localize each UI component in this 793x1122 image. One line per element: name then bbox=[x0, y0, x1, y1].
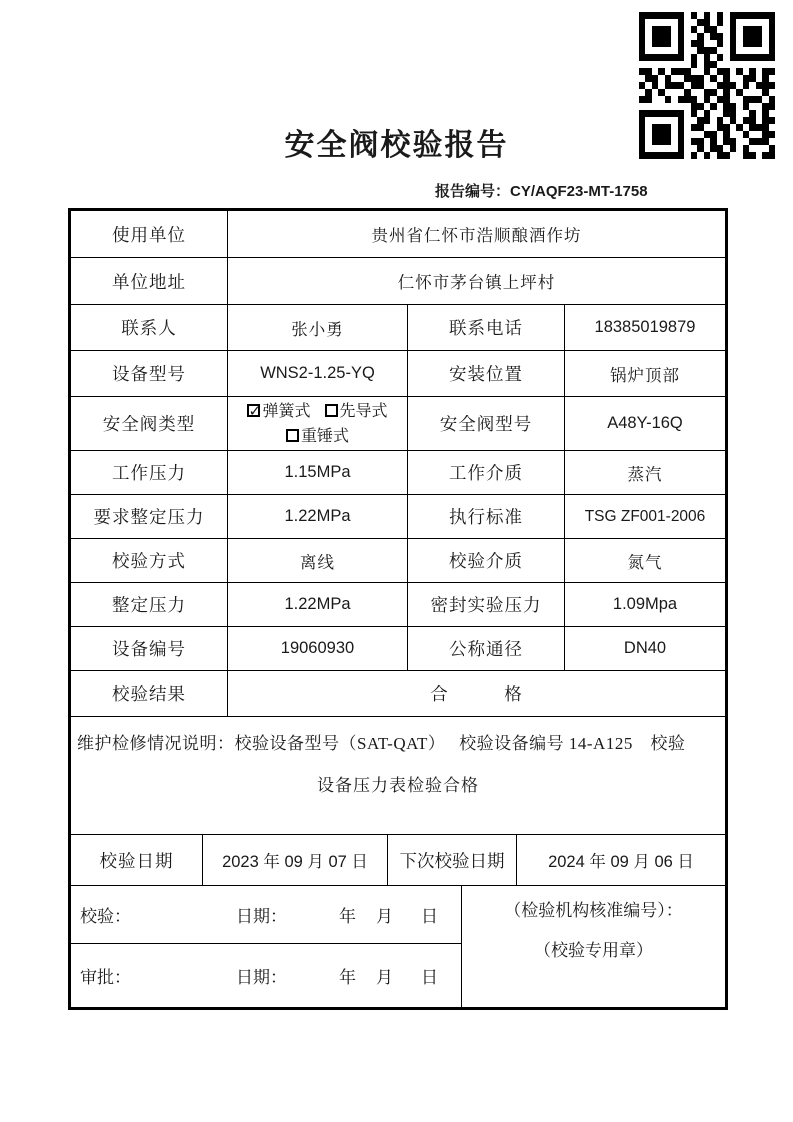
maintenance-note bbox=[71, 717, 726, 835]
field-value-valve-model: A48Y-16Q bbox=[565, 397, 726, 451]
field-label-work-medium: 工作介质 bbox=[408, 451, 565, 495]
report-table bbox=[68, 208, 728, 1010]
approver-sign-label: 审批： bbox=[80, 968, 131, 987]
field-label-seal-test-pressure: 密封实验压力 bbox=[408, 583, 565, 627]
report-number-label: 报告编号： bbox=[435, 184, 511, 200]
check-mark-icon: ✓ bbox=[248, 401, 262, 420]
field-label-calib-result: 校验结果 bbox=[71, 671, 228, 717]
field-value-work-pressure: 1.15MPa bbox=[228, 451, 408, 495]
checkbox-weight-type bbox=[286, 429, 299, 442]
field-label-device-no: 设备编号 bbox=[71, 627, 228, 671]
field-label-standard: 执行标准 bbox=[408, 495, 565, 539]
calibrator-sign-label: 校验： bbox=[80, 907, 131, 926]
calibrator-month-label: 月 bbox=[376, 907, 393, 926]
field-label-calib-date: 校验日期 bbox=[71, 835, 203, 886]
field-label-valve-type: 安全阀类型 bbox=[71, 397, 228, 451]
approver-date-label: 日期： bbox=[236, 968, 287, 987]
approver-day-label: 日 bbox=[421, 968, 438, 987]
field-label-set-pressure: 整定压力 bbox=[71, 583, 228, 627]
field-value-calib-result: 合 格 bbox=[228, 671, 726, 717]
field-label-phone: 联系电话 bbox=[408, 305, 565, 351]
field-value-seal-test-pressure: 1.09Mpa bbox=[565, 583, 726, 627]
field-value-device-no: 19060930 bbox=[228, 627, 408, 671]
calibrator-date-label: 日期： bbox=[236, 907, 287, 926]
field-label-work-pressure: 工作压力 bbox=[71, 451, 228, 495]
field-label-contact: 联系人 bbox=[71, 305, 228, 351]
org-stamp-box bbox=[462, 886, 726, 1008]
field-value-work-medium: 蒸汽 bbox=[565, 451, 726, 495]
field-value-phone: 18385019879 bbox=[565, 305, 726, 351]
checkbox-spring-type bbox=[247, 401, 262, 420]
checkbox-pilot-type bbox=[325, 404, 338, 417]
field-value-set-pressure: 1.22MPa bbox=[228, 583, 408, 627]
field-value-required-set-pressure: 1.22MPa bbox=[228, 495, 408, 539]
report-number bbox=[435, 180, 648, 201]
field-value-calib-method: 离线 bbox=[228, 539, 408, 583]
field-label-next-calib-date: 下次校验日期 bbox=[388, 835, 517, 886]
field-label-unit-address: 单位地址 bbox=[71, 258, 228, 305]
field-label-required-set-pressure: 要求整定压力 bbox=[71, 495, 228, 539]
approver-month-label: 月 bbox=[376, 968, 393, 987]
field-value-next-calib-date: 2024 年 09 月 06 日 bbox=[517, 835, 726, 886]
calibrator-day-label: 日 bbox=[421, 907, 438, 926]
field-value-contact: 张小勇 bbox=[228, 305, 408, 351]
signature-row-approver bbox=[71, 944, 462, 1008]
field-label-nominal-diameter: 公称通径 bbox=[408, 627, 565, 671]
page-title: 安全阀校验报告 bbox=[284, 129, 509, 162]
maintenance-note-line2: 设备压力表检验合格 bbox=[317, 776, 479, 795]
field-label-valve-model: 安全阀型号 bbox=[408, 397, 565, 451]
field-label-use-unit: 使用单位 bbox=[71, 211, 228, 258]
field-label-device-model: 设备型号 bbox=[71, 351, 228, 397]
field-value-standard: TSG ZF001-2006 bbox=[565, 495, 726, 539]
calib-stamp-label: （校验专用章） bbox=[534, 941, 653, 960]
field-value-install-position: 锅炉顶部 bbox=[565, 351, 726, 397]
checkbox-spring-label: 弹簧式 bbox=[262, 402, 311, 420]
signature-row-calibrator bbox=[71, 886, 462, 944]
checkbox-weight-label: 重锤式 bbox=[300, 427, 349, 445]
field-value-unit-address: 仁怀市茅台镇上坪村 bbox=[228, 258, 726, 305]
org-approval-no-label: （检验机构核准编号）： bbox=[504, 901, 683, 920]
valve-type-options bbox=[228, 397, 408, 451]
field-label-calib-medium: 校验介质 bbox=[408, 539, 565, 583]
approver-year-label: 年 bbox=[339, 968, 356, 987]
calibrator-year-label: 年 bbox=[339, 907, 356, 926]
checkbox-pilot-label: 先导式 bbox=[339, 402, 388, 420]
field-value-device-model: WNS2-1.25-YQ bbox=[228, 351, 408, 397]
field-value-nominal-diameter: DN40 bbox=[565, 627, 726, 671]
field-label-calib-method: 校验方式 bbox=[71, 539, 228, 583]
field-value-calib-medium: 氮气 bbox=[565, 539, 726, 583]
field-label-install-position: 安装位置 bbox=[408, 351, 565, 397]
maintenance-note-line1: 维护检修情况说明：校验设备型号（SAT-QAT） 校验设备编号 14-A125 校验 bbox=[77, 734, 686, 753]
field-value-use-unit: 贵州省仁怀市浩顺酿酒作坊 bbox=[228, 211, 726, 258]
report-number-value: CY/AQF23-MT-1758 bbox=[510, 183, 648, 200]
field-value-calib-date: 2023 年 09 月 07 日 bbox=[203, 835, 388, 886]
